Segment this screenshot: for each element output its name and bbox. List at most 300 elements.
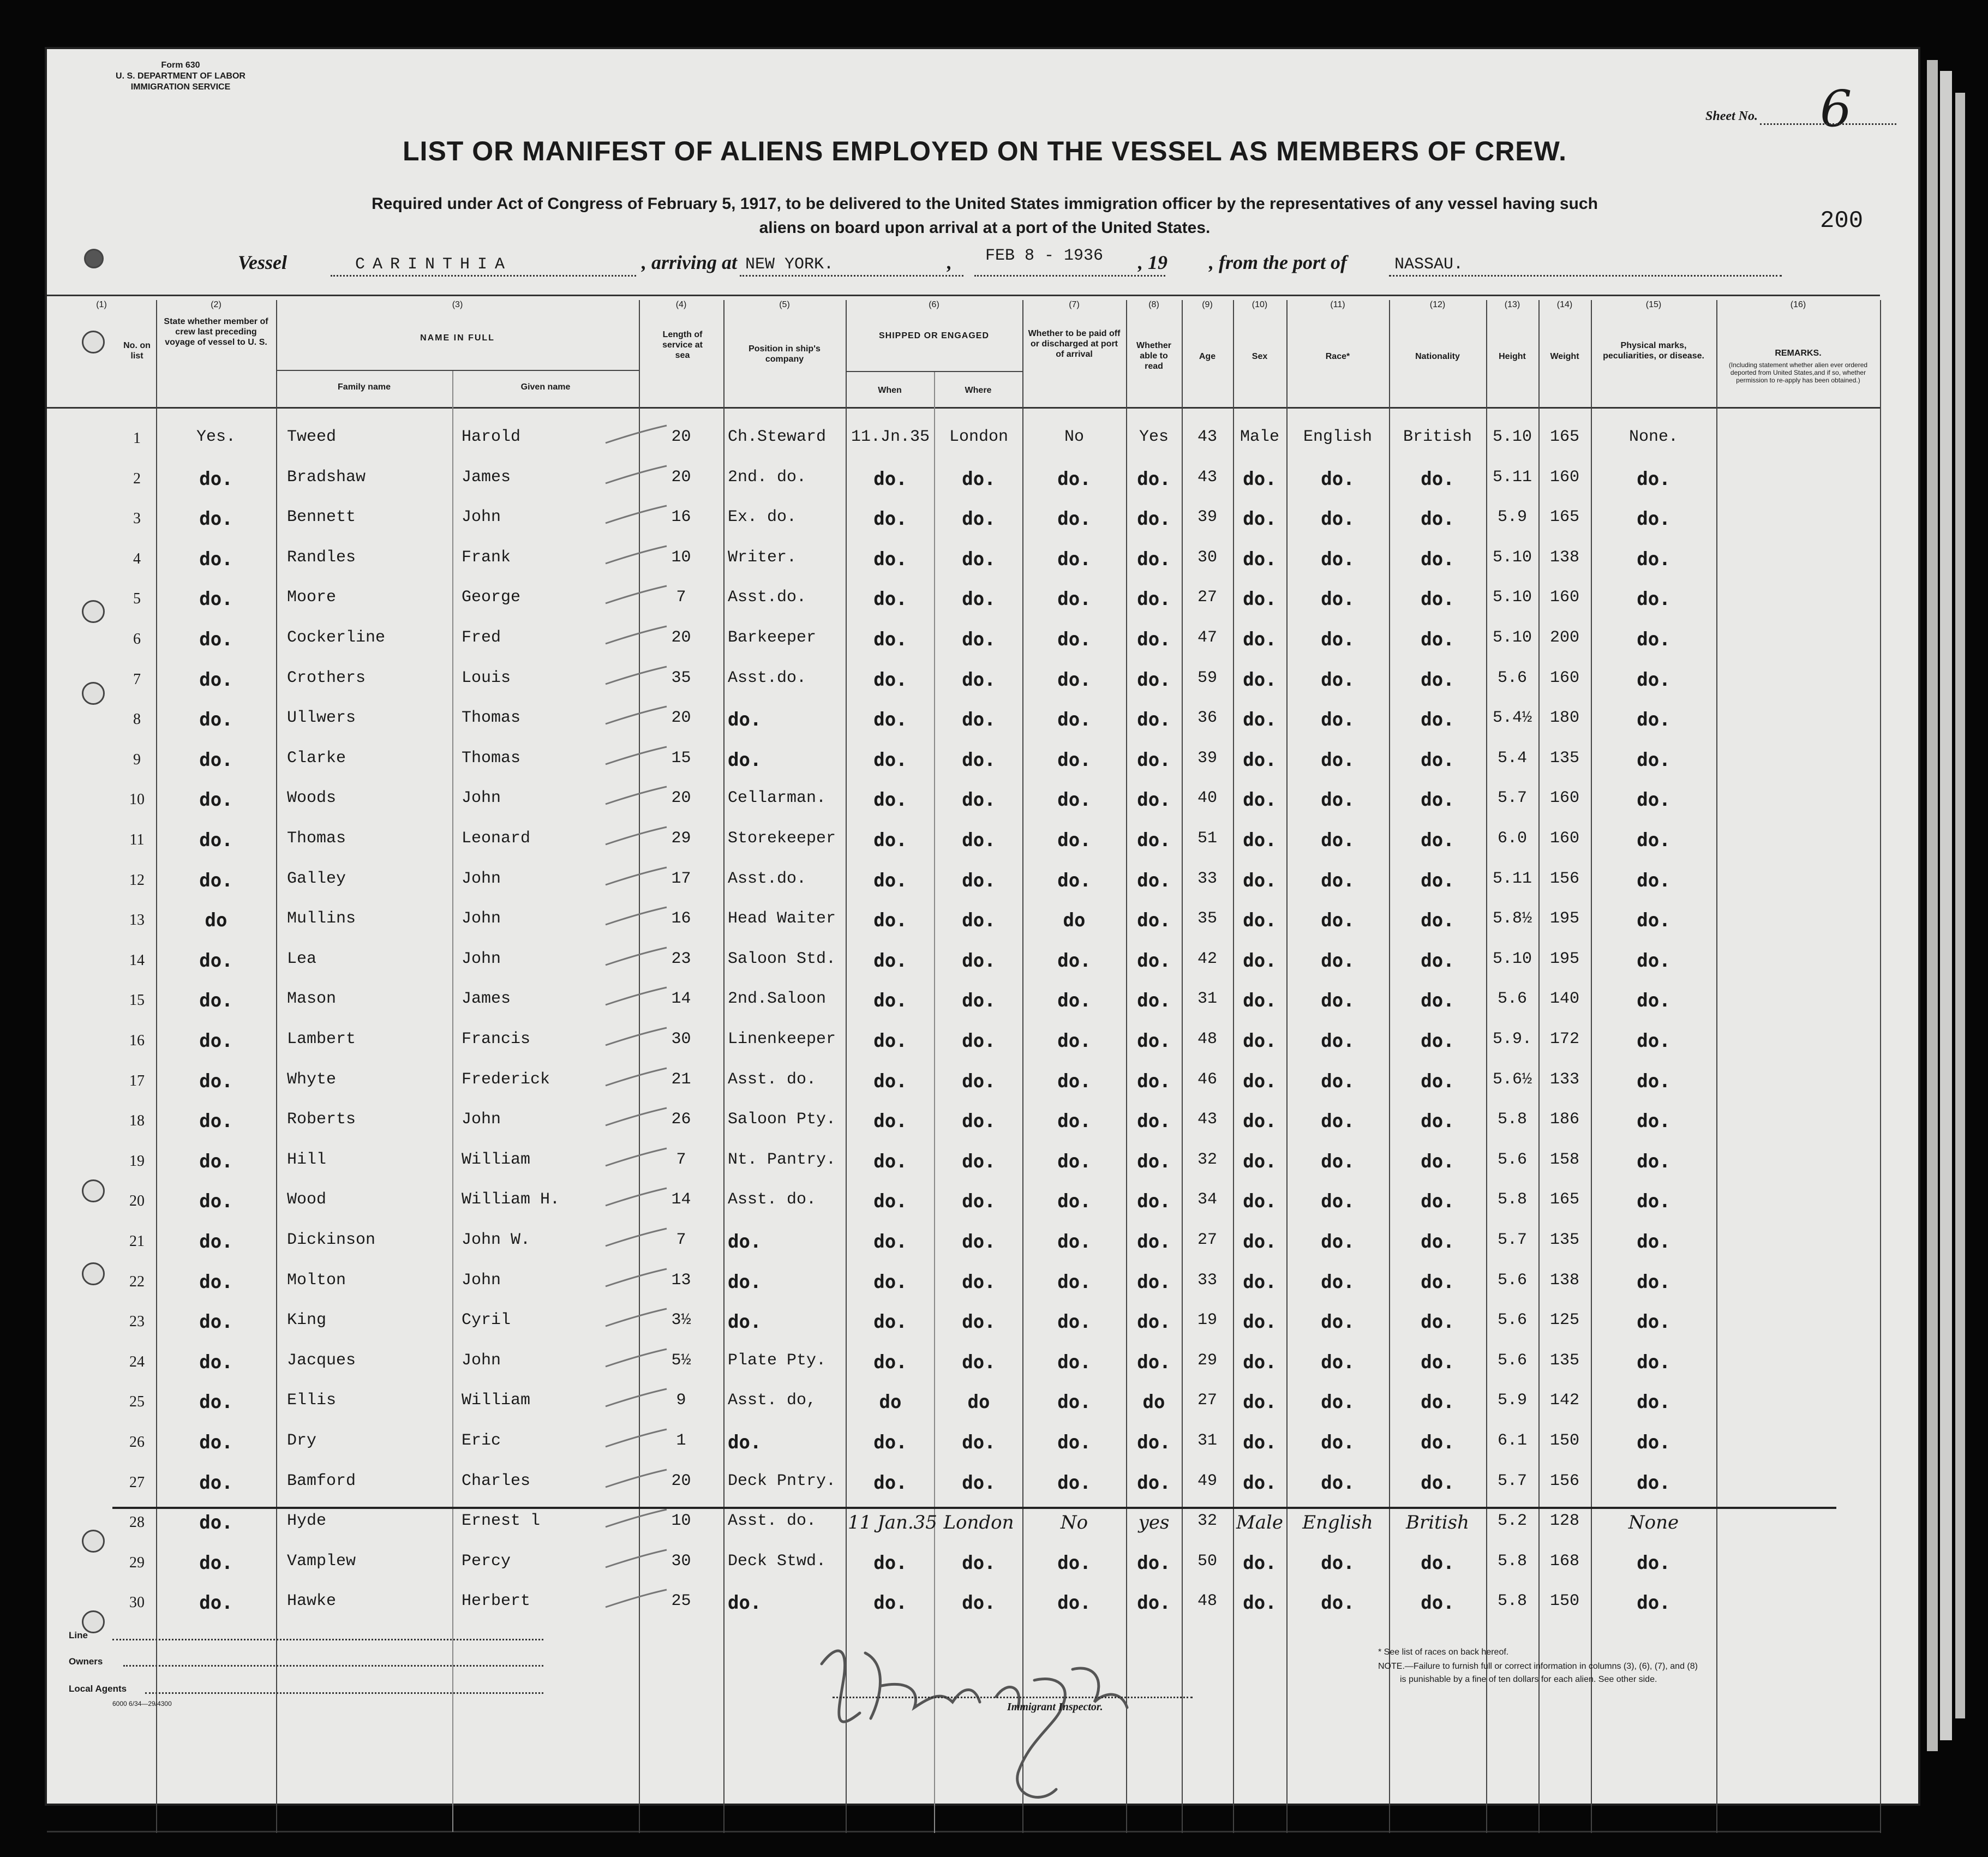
- cell-height: 5.8½: [1492, 909, 1532, 928]
- cell-marks: do.: [1637, 1070, 1670, 1092]
- cell-nat: do.: [1421, 508, 1454, 530]
- cell-read: do.: [1137, 628, 1171, 650]
- cell-height: 5.10: [1492, 588, 1532, 607]
- cell-weight: 160: [1549, 789, 1579, 807]
- cell-service: 14: [671, 1190, 691, 1209]
- cell-height: 5.8: [1497, 1592, 1527, 1610]
- cell-position: do.: [728, 1271, 762, 1293]
- cell-family: Hyde: [287, 1512, 327, 1530]
- comma: ,: [947, 251, 952, 273]
- binder-hole: [82, 682, 105, 705]
- cell-height: 5.8: [1497, 1552, 1527, 1571]
- cell-marks: do.: [1637, 1110, 1670, 1132]
- col-number: (16): [1790, 300, 1806, 309]
- binder-hole: [82, 1179, 105, 1202]
- cell-sex: do.: [1243, 1110, 1277, 1132]
- cell-marks: do.: [1637, 1431, 1670, 1453]
- cell-read: do.: [1137, 950, 1171, 972]
- cell-given: John: [462, 909, 501, 928]
- subtitle-line-2: aliens on board upon arrival at a port of the United States.: [759, 219, 1211, 237]
- cell-where: do.: [962, 1110, 996, 1132]
- cell-weight: 200: [1549, 628, 1579, 647]
- cell-height: 5.8: [1497, 1110, 1527, 1129]
- cell-prev: do.: [199, 1271, 233, 1293]
- cell-position: Saloon Std.: [728, 950, 836, 968]
- cell-given: John: [462, 1110, 501, 1129]
- cell-age: 49: [1197, 1472, 1217, 1490]
- cell-family: Whyte: [287, 1070, 337, 1089]
- row-number: 6: [133, 631, 141, 648]
- cell-paid: do.: [1057, 990, 1091, 1011]
- cell-prev: do.: [199, 950, 233, 972]
- row-number: 26: [129, 1434, 145, 1451]
- cell-paid: do.: [1057, 1431, 1091, 1453]
- cell-paid: do.: [1057, 628, 1091, 650]
- cell-given: Louis: [462, 669, 511, 687]
- cell-when: 11 Jan.35: [848, 1512, 937, 1533]
- cell-weight: 165: [1549, 428, 1579, 446]
- cell-when: do.: [873, 789, 907, 811]
- cell-race: do.: [1321, 588, 1355, 610]
- cell-read: do: [1142, 1391, 1165, 1413]
- cell-race: do.: [1321, 1190, 1355, 1212]
- check-mark: [603, 1427, 669, 1449]
- cell-weight: 135: [1549, 1351, 1579, 1370]
- cell-nat: do.: [1421, 909, 1454, 931]
- cell-paid: do.: [1057, 1030, 1091, 1052]
- check-mark: [603, 1548, 669, 1570]
- cell-family: Dickinson: [287, 1231, 376, 1249]
- cell-weight: 165: [1549, 1190, 1579, 1209]
- cell-paid: do.: [1057, 1271, 1091, 1293]
- cell-nat: do.: [1421, 709, 1454, 730]
- cell-service: 7: [676, 1231, 686, 1249]
- cell-read: do.: [1137, 1151, 1171, 1172]
- header-weight: Weight: [1550, 352, 1579, 361]
- cell-position: Asst.do.: [728, 588, 807, 607]
- cell-prev: do.: [199, 1030, 233, 1052]
- cell-when: do.: [873, 1151, 907, 1172]
- cell-where: do.: [962, 1190, 996, 1212]
- cell-where: do.: [962, 588, 996, 610]
- footer-agents-label: Local Agents: [69, 1684, 127, 1694]
- cell-sex: do.: [1243, 909, 1277, 931]
- cell-read: do.: [1137, 588, 1171, 610]
- cell-when: do.: [873, 909, 907, 931]
- cell-nat: do.: [1421, 1271, 1454, 1293]
- cell-when: do.: [873, 468, 907, 490]
- cell-read: do.: [1137, 749, 1171, 771]
- header-no: No. on list: [123, 341, 151, 361]
- cell-given: John W.: [462, 1231, 531, 1249]
- cell-when: do.: [873, 1190, 907, 1212]
- col-number: (2): [211, 300, 221, 309]
- cell-race: do.: [1321, 789, 1355, 811]
- vessel-line: [331, 275, 636, 277]
- check-mark: [603, 784, 669, 806]
- sheet-number: 6: [1820, 80, 1852, 138]
- cell-race: English: [1303, 428, 1373, 446]
- cell-paid: do.: [1057, 1552, 1091, 1574]
- cell-sex: do.: [1243, 829, 1277, 851]
- cell-position: Asst.do.: [728, 870, 807, 888]
- binder-hole: [82, 331, 105, 354]
- cell-where: do.: [962, 1311, 996, 1333]
- vessel-label: Vessel: [238, 251, 287, 273]
- cell-race: do.: [1321, 709, 1355, 730]
- cell-position: do.: [728, 1431, 762, 1453]
- row-number: 1: [133, 430, 141, 447]
- cell-sex: do.: [1243, 628, 1277, 650]
- cell-height: 5.4: [1497, 749, 1527, 768]
- cell-when: do.: [873, 950, 907, 972]
- cell-where: do.: [962, 749, 996, 771]
- cell-family: Wood: [287, 1190, 327, 1209]
- row-number: 10: [129, 791, 145, 808]
- cell-height: 5.10: [1492, 428, 1532, 446]
- check-mark: [603, 1026, 669, 1047]
- header-prev-voyage: State whether member of crew last preceding voyage of vessel to U. S.: [164, 317, 268, 347]
- cell-sex: do.: [1243, 1151, 1277, 1172]
- cell-race: do.: [1321, 909, 1355, 931]
- cell-prev: do.: [199, 1391, 233, 1413]
- cell-prev: do.: [199, 990, 233, 1011]
- page-edge: [1940, 71, 1952, 1740]
- cell-weight: 168: [1549, 1552, 1579, 1571]
- cell-read: do.: [1137, 1311, 1171, 1333]
- col-divider: [1716, 300, 1717, 1833]
- cell-read: do.: [1137, 1271, 1171, 1293]
- cell-weight: 125: [1549, 1311, 1579, 1329]
- cell-age: 51: [1197, 829, 1217, 848]
- cell-paid: do.: [1057, 1190, 1091, 1212]
- cell-sex: Male: [1239, 428, 1279, 446]
- cell-race: do.: [1321, 1592, 1355, 1614]
- cell-paid: do.: [1057, 1311, 1091, 1333]
- cell-given: James: [462, 468, 511, 487]
- cell-where: do.: [962, 1030, 996, 1052]
- row-number: 15: [129, 992, 145, 1009]
- check-mark: [603, 1267, 669, 1289]
- cell-weight: 135: [1549, 749, 1579, 768]
- cell-given: Thomas: [462, 709, 521, 727]
- cell-family: Woods: [287, 789, 337, 807]
- row-number: 8: [133, 711, 141, 728]
- cell-when: do.: [873, 548, 907, 570]
- row-number: 11: [129, 831, 145, 848]
- cell-where: London: [943, 1512, 1014, 1533]
- cell-marks: do.: [1637, 1592, 1670, 1614]
- cell-paid: do.: [1057, 669, 1091, 691]
- cell-family: Cockerline: [287, 628, 386, 647]
- cell-marks: do.: [1637, 1271, 1670, 1293]
- header-paid-off: Whether to be paid off or discharged at port of arrival: [1028, 329, 1121, 359]
- cell-nat: do.: [1421, 1592, 1454, 1614]
- cell-nat: British: [1403, 428, 1472, 446]
- cell-read: do.: [1137, 548, 1171, 570]
- row-number: 19: [129, 1153, 145, 1170]
- cell-when: do.: [873, 990, 907, 1011]
- cell-race: do.: [1321, 468, 1355, 490]
- cell-race: do.: [1321, 1552, 1355, 1574]
- cell-nat: do.: [1421, 548, 1454, 570]
- page-edge: [1927, 60, 1938, 1751]
- cell-sex: do.: [1243, 1070, 1277, 1092]
- cell-when: do.: [873, 870, 907, 891]
- cell-service: 5½: [671, 1351, 691, 1370]
- cell-sex: do.: [1243, 669, 1277, 691]
- cell-where: do.: [962, 1472, 996, 1494]
- cell-family: Mullins: [287, 909, 356, 928]
- cell-paid: No: [1064, 428, 1084, 446]
- cell-paid: do.: [1057, 709, 1091, 730]
- cell-prev: do.: [199, 1190, 233, 1212]
- cell-service: 23: [671, 950, 691, 968]
- cell-where: do.: [962, 1271, 996, 1293]
- cell-position: Asst. do.: [728, 1512, 817, 1530]
- header-remarks-note: (Including statement whether alien ever ordered deported from United States,and if so, whether permission to re-apply has been obtained.): [1728, 361, 1868, 384]
- check-mark: [603, 1226, 669, 1248]
- note-line-2: is punishable by a fine of ten dollars for each alien. See other side.: [1400, 1675, 1657, 1684]
- cell-nat: do.: [1421, 1552, 1454, 1574]
- cell-read: do.: [1137, 909, 1171, 931]
- cell-age: 31: [1197, 990, 1217, 1008]
- cell-prev: do.: [199, 1110, 233, 1132]
- check-mark: [603, 704, 669, 726]
- cell-age: 48: [1197, 1592, 1217, 1610]
- col-divider: [276, 300, 277, 1833]
- cell-height: 5.8: [1497, 1190, 1527, 1209]
- cell-family: Thomas: [287, 829, 346, 848]
- departure-port: NASSAU.: [1394, 255, 1464, 274]
- check-mark: [603, 1347, 669, 1369]
- cell-family: Jacques: [287, 1351, 356, 1370]
- cell-weight: 186: [1549, 1110, 1579, 1129]
- cell-nat: do.: [1421, 1391, 1454, 1413]
- cell-height: 5.7: [1497, 789, 1527, 807]
- row-number: 18: [129, 1112, 145, 1129]
- cell-sex: do.: [1243, 1472, 1277, 1494]
- cell-marks: None.: [1628, 428, 1678, 446]
- cell-family: Ellis: [287, 1391, 337, 1410]
- cell-given: Percy: [462, 1552, 511, 1571]
- check-mark: [603, 825, 669, 847]
- check-mark: [603, 1307, 669, 1328]
- cell-where: do.: [962, 1231, 996, 1253]
- cell-position: Cellarman.: [728, 789, 827, 807]
- cell-race: do.: [1321, 508, 1355, 530]
- check-mark: [603, 584, 669, 606]
- header-nationality: Nationality: [1415, 352, 1460, 361]
- cell-when: do.: [873, 1351, 907, 1373]
- cell-family: Vamplew: [287, 1552, 356, 1571]
- cell-age: 27: [1197, 1391, 1217, 1410]
- cell-position: Asst. do,: [728, 1391, 817, 1410]
- cell-weight: 142: [1549, 1391, 1579, 1410]
- cell-family: Tweed: [287, 428, 337, 446]
- cell-read: do.: [1137, 1351, 1171, 1373]
- check-mark: [603, 1186, 669, 1208]
- row-number: 22: [129, 1273, 145, 1290]
- cell-paid: No: [1060, 1512, 1088, 1533]
- cell-prev: do.: [199, 468, 233, 490]
- form-number: Form 630: [161, 61, 200, 70]
- cell-given: William: [462, 1391, 531, 1410]
- cell-when: do.: [873, 1472, 907, 1494]
- cell-prev: do.: [199, 749, 233, 771]
- cell-prev: do.: [199, 1472, 233, 1494]
- cell-where: do.: [962, 990, 996, 1011]
- cell-where: do.: [962, 1151, 996, 1172]
- cell-height: 6.0: [1497, 829, 1527, 848]
- cell-when: do.: [873, 1592, 907, 1614]
- cell-family: Molton: [287, 1271, 346, 1290]
- cell-weight: 156: [1549, 870, 1579, 888]
- inspector-signature-image: [800, 1631, 1149, 1817]
- cell-read: do.: [1137, 468, 1171, 490]
- header-height: Height: [1499, 352, 1526, 361]
- cell-position: do.: [728, 749, 762, 771]
- cell-given: William H.: [462, 1190, 560, 1209]
- cell-marks: do.: [1637, 1391, 1670, 1413]
- cell-height: 5.10: [1492, 950, 1532, 968]
- cell-sex: do.: [1243, 1311, 1277, 1333]
- cell-prev: do.: [199, 588, 233, 610]
- cell-sex: do.: [1243, 1351, 1277, 1373]
- cell-read: do.: [1137, 990, 1171, 1011]
- header-shipped: SHIPPED OR ENGAGED: [878, 331, 990, 340]
- cell-height: 5.11: [1492, 468, 1532, 487]
- cell-marks: do.: [1637, 829, 1670, 851]
- cell-marks: do.: [1637, 749, 1670, 771]
- cell-race: do.: [1321, 749, 1355, 771]
- cell-marks: do.: [1637, 1030, 1670, 1052]
- cell-sex: do.: [1243, 1231, 1277, 1253]
- cell-position: Asst.do.: [728, 669, 807, 687]
- cell-family: Galley: [287, 870, 346, 888]
- subtitle-line-1: Required under Act of Congress of February 5, 1917, to be delivered to the United States immigration officer by the representatives of any vessel having such: [372, 195, 1598, 213]
- cell-race: do.: [1321, 548, 1355, 570]
- cell-given: Frank: [462, 548, 511, 567]
- cell-nat: do.: [1421, 1231, 1454, 1253]
- cell-position: Writer.: [728, 548, 797, 567]
- cell-service: 17: [671, 870, 691, 888]
- cell-weight: 133: [1549, 1070, 1579, 1089]
- cell-given: Leonard: [462, 829, 531, 848]
- cell-age: 27: [1197, 588, 1217, 607]
- row-number: 5: [133, 590, 141, 607]
- arriving-port: NEW YORK.: [745, 255, 834, 274]
- cell-marks: do.: [1637, 789, 1670, 811]
- cell-race: do.: [1321, 1110, 1355, 1132]
- port-line: [1389, 275, 1782, 277]
- cell-age: 30: [1197, 548, 1217, 567]
- cell-sex: do.: [1243, 1431, 1277, 1453]
- header-read: Whether able to read: [1136, 341, 1171, 371]
- cell-position: Ch.Steward: [728, 428, 827, 446]
- cell-paid: do.: [1057, 548, 1091, 570]
- cell-service: 3½: [671, 1311, 691, 1329]
- cell-age: 43: [1197, 1110, 1217, 1129]
- cell-given: John: [462, 1271, 501, 1290]
- check-mark: [603, 1588, 669, 1609]
- cell-race: do.: [1321, 1070, 1355, 1092]
- cell-marks: do.: [1637, 1151, 1670, 1172]
- check-mark: [603, 464, 669, 486]
- cell-nat: do.: [1421, 1151, 1454, 1172]
- cell-family: Bennett: [287, 508, 356, 526]
- cell-read: yes: [1138, 1512, 1170, 1533]
- cell-paid: do.: [1057, 749, 1091, 771]
- row-number: 23: [129, 1313, 145, 1330]
- sheet-label: Sheet No.: [1705, 109, 1758, 123]
- cell-where: do.: [962, 548, 996, 570]
- year-label: , 19: [1138, 251, 1167, 273]
- cell-given: Herbert: [462, 1592, 531, 1610]
- cell-prev: do.: [199, 548, 233, 570]
- cell-when: do.: [873, 1271, 907, 1293]
- cell-given: George: [462, 588, 521, 607]
- cell-when: do.: [873, 1552, 907, 1574]
- cell-marks: do.: [1637, 588, 1670, 610]
- cell-where: do.: [962, 468, 996, 490]
- cell-race: do.: [1321, 1151, 1355, 1172]
- check-mark: [603, 664, 669, 686]
- header-marks: Physical marks, peculiarities, or disease.: [1603, 341, 1704, 361]
- cell-given: John: [462, 1351, 501, 1370]
- cell-nat: do.: [1421, 1030, 1454, 1052]
- cell-race: do.: [1321, 870, 1355, 891]
- cell-service: 16: [671, 909, 691, 928]
- cell-age: 36: [1197, 709, 1217, 727]
- cell-family: Dry: [287, 1431, 317, 1450]
- cell-marks: do.: [1637, 628, 1670, 650]
- check-mark: [603, 1066, 669, 1088]
- manifest-sheet: [45, 47, 1920, 1806]
- cell-marks: None: [1628, 1512, 1679, 1533]
- check-mark: [603, 1467, 669, 1489]
- cell-where: do.: [962, 1351, 996, 1373]
- cell-prev: do.: [199, 508, 233, 530]
- service: IMMIGRATION SERVICE: [130, 82, 231, 92]
- cell-age: 31: [1197, 1431, 1217, 1450]
- cell-service: 7: [676, 1151, 686, 1169]
- print-code: 6000 6/34—29/4300: [112, 1700, 172, 1708]
- check-mark: [603, 624, 669, 646]
- cell-prev: Yes.: [196, 428, 236, 446]
- cell-race: do.: [1321, 1271, 1355, 1293]
- cell-nat: do.: [1421, 829, 1454, 851]
- cell-read: do.: [1137, 1030, 1171, 1052]
- cell-given: Harold: [462, 428, 521, 446]
- cell-read: Yes: [1139, 428, 1169, 446]
- cell-sex: do.: [1243, 870, 1277, 891]
- cell-prev: do.: [199, 1070, 233, 1092]
- name-subheader-rule: [276, 370, 639, 371]
- cell-service: 10: [671, 548, 691, 567]
- cell-sex: do.: [1243, 1271, 1277, 1293]
- cell-position: Asst. do.: [728, 1190, 817, 1209]
- header-name: NAME IN FULL: [420, 333, 495, 343]
- cell-nat: do.: [1421, 669, 1454, 691]
- cell-when: do.: [873, 508, 907, 530]
- cell-height: 5.9: [1497, 1391, 1527, 1410]
- cell-paid: do.: [1057, 829, 1091, 851]
- cell-position: Deck Stwd.: [728, 1552, 827, 1571]
- cell-family: Bradshaw: [287, 468, 366, 487]
- cell-height: 5.7: [1497, 1231, 1527, 1249]
- cell-given: John: [462, 870, 501, 888]
